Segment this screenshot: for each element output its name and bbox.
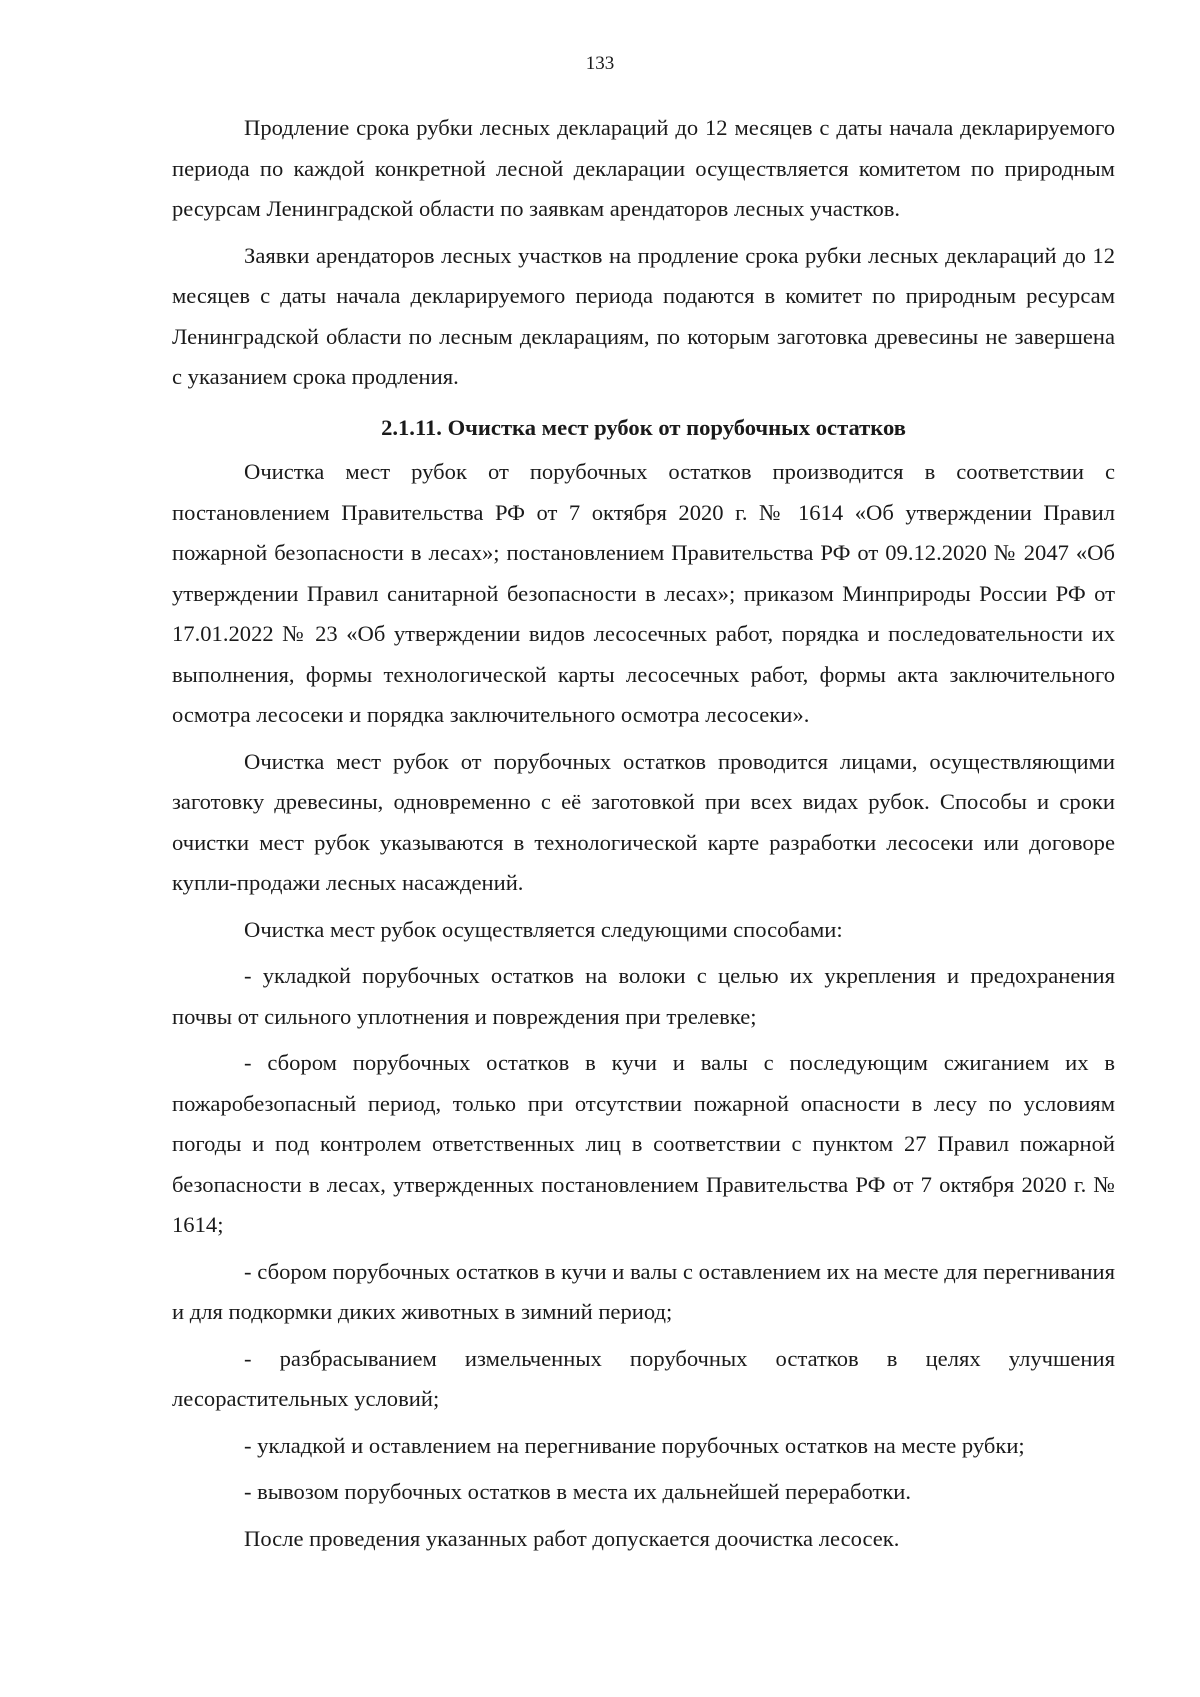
list-item-method: - вывозом порубочных остатков в места их дальнейшей переработки. — [244, 1479, 912, 1504]
paragraph-closing: После проведения указанных работ допускается доочистка лесосек. — [244, 1525, 900, 1551]
list-item-method: - укладкой и оставлением на перегнивание порубочных остатков на месте рубки; — [244, 1432, 1025, 1458]
paragraph-responsible-parties: Очистка мест рубок от порубочных остатков проводится лицами, осуществляющими заготовку древесины, одновременно с её заготовкой при всех видах рубок. Способы и сроки очистки мест рубок указываются в технологической карте разработки лесосеки или договоре купли-продажи лесных насаждений. — [172, 748, 1115, 895]
paragraph-extension-requests: Заявки арендаторов лесных участков на продление срока рубки лесных деклараций до 12 месяцев с даты начала декларируемого периода подаются в комитет по природным ресурсам Ленинградской области по лесным декларациям, по которым заготовка древесины не завершена с указанием срока продления. — [172, 242, 1115, 389]
section-heading: 2.1.11. Очистка мест рубок от порубочных остатков — [381, 414, 906, 440]
list-item-method: - разбрасыванием измельченных порубочных остатков в целях улучшения лесорастительных условий; — [172, 1345, 1115, 1411]
document-body — [172, 108, 1115, 1559]
paragraph-deadline-extension: Продление срока рубки лесных деклараций до 12 месяцев с даты начала декларируемого периода по каждой конкретной лесной декларации осуществляется комитетом по природным ресурсам Ленинградской области по заявкам арендаторов лесных участков. — [172, 115, 1115, 221]
paragraph-legal-basis: Очистка мест рубок от порубочных остатков производится в соответствии с постановлением Правительства РФ от 7 октября 2020 г. № 1614 «Об утверждении Правил пожарной безопасности в лесах»; постановлением Правительства РФ от 09.12.2020 № 2047 «Об утверждении Правил санитарной безопасности в лесах»; приказом Минприроды России РФ от 17.01.2022 № 23 «Об утверждении видов лесосечных работ, порядка и последовательности их выполнения, формы технологической карты лесосечных работ, формы акта заключительного осмотра лесосеки и порядка заключительного осмотра лесосеки». — [172, 459, 1115, 727]
list-item-method: - сбором порубочных остатков в кучи и валы с последующим сжиганием их в пожаробезопасный период, только при отсутствии пожарной опасности в лесу по условиям погоды и под контролем ответственных лиц в соответствии с пунктом 27 Правил пожарной безопасности в лесах, утвержденных постановлением Правительства РФ от 7 октября 2020 г. № 1614; — [172, 1050, 1115, 1237]
paragraph-methods-intro: Очистка мест рубок осуществляется следующими способами: — [244, 916, 843, 942]
list-item-method: - укладкой порубочных остатков на волоки с целью их укрепления и предохранения почвы от сильного уплотнения и повреждения при трелевке; — [172, 963, 1115, 1029]
page-number: 133 — [585, 53, 615, 74]
list-item-method: - сбором порубочных остатков в кучи и валы с оставлением их на месте для перегнивания и для подкормки диких животных в зимний период; — [172, 1258, 1115, 1324]
